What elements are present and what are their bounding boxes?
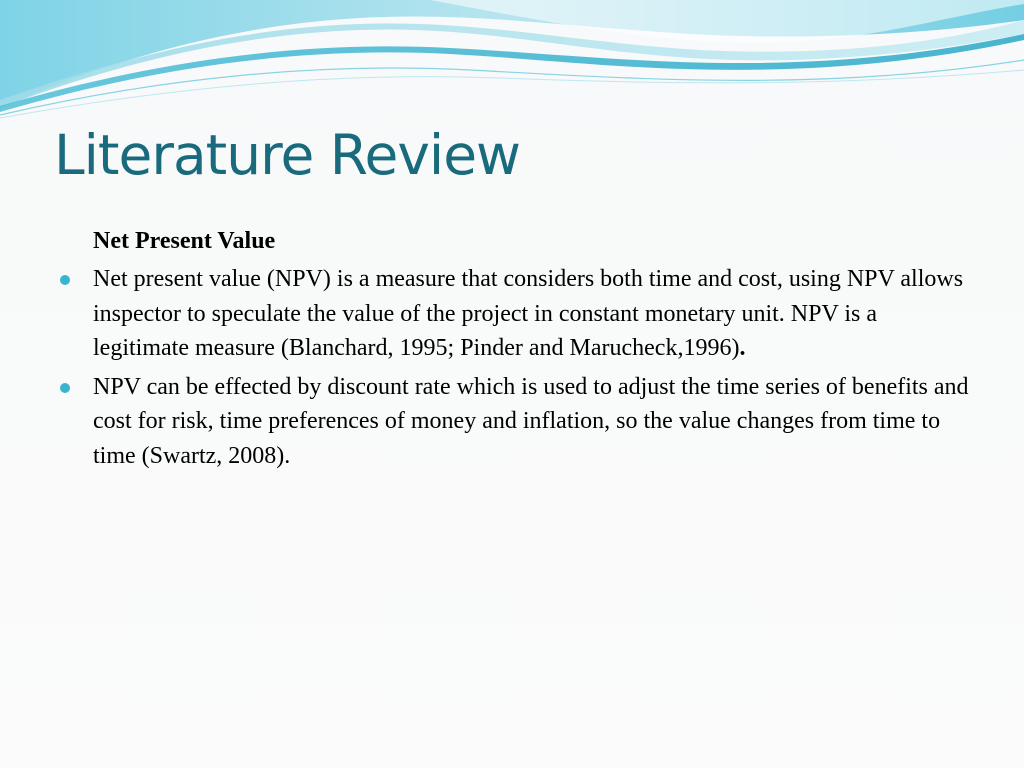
bullet-marker-icon [60, 383, 70, 393]
slide-title: Literature Review [54, 123, 521, 187]
header-wave-decoration [0, 0, 1024, 130]
list-item [60, 262, 970, 366]
section-subheading: Net Present Value [93, 228, 276, 254]
bullet-trailing-period: . [739, 335, 746, 361]
bullet-text: Net present value (NPV) is a measure that considers both time and cost, using NPV allows inspector to speculate the value of the project in constant monetary unit. NPV is a legitimate measure (Blanchard, 1995; Pinder and Marucheck,1996) [93, 266, 964, 361]
bullet-list [60, 262, 970, 473]
list-item [60, 370, 970, 474]
slide-body [60, 224, 970, 477]
bullet-marker-icon [60, 275, 70, 285]
bullet-text: NPV can be effected by discount rate which is used to adjust the time series of benefits and cost for risk, time preferences of money and inflation, so the value changes from time to time (Swartz, 2008). [93, 373, 969, 469]
